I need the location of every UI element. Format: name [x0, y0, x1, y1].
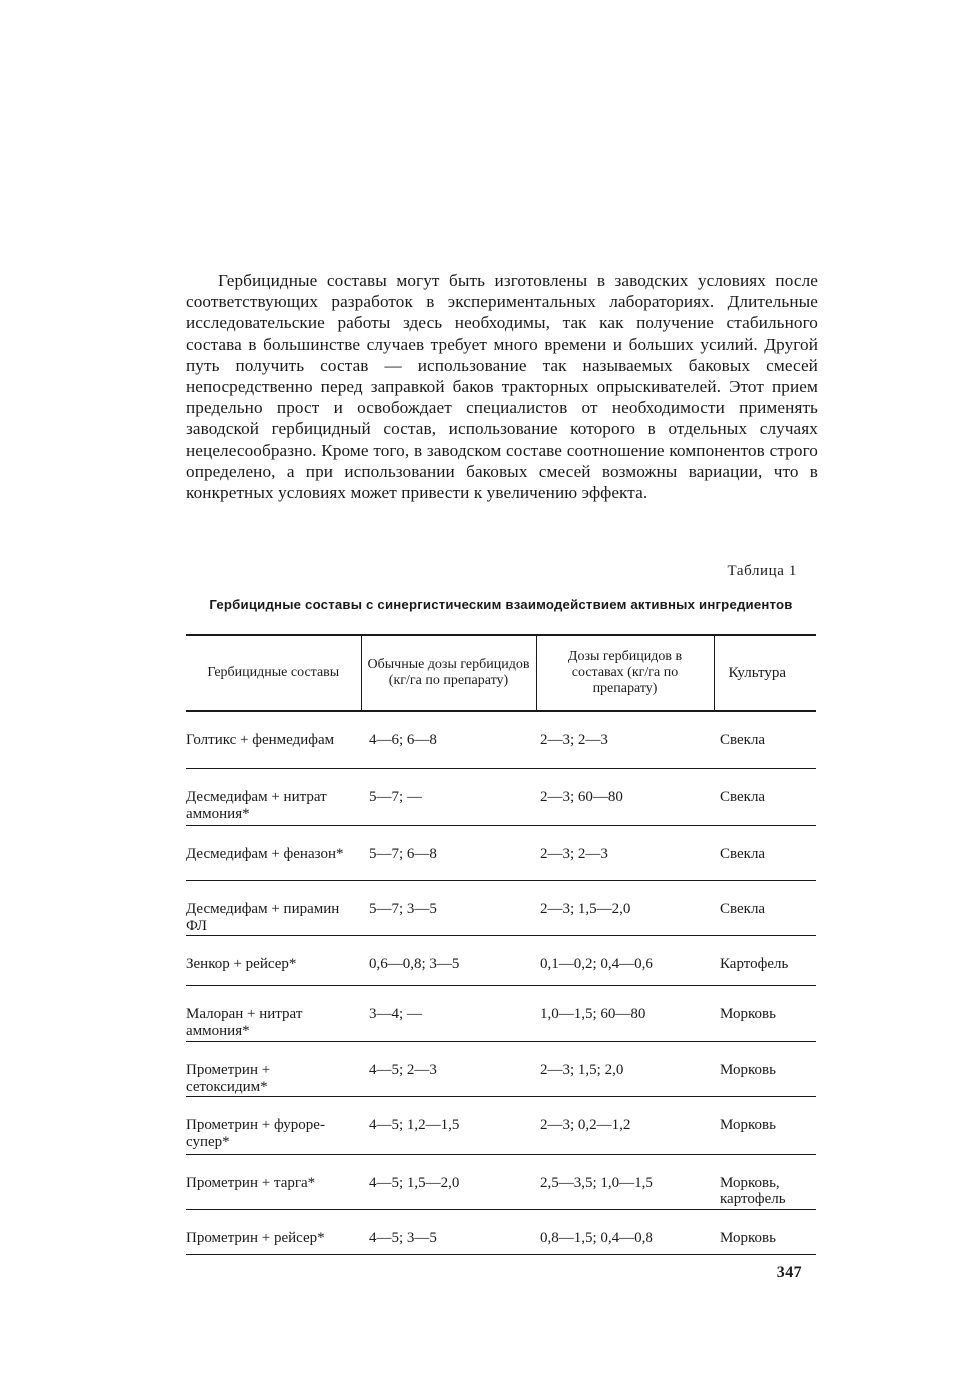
table-row — [186, 825, 816, 880]
table-row — [186, 711, 816, 768]
cell-composition: Десмедифам + пирамин ФЛ — [186, 880, 361, 935]
table-row — [186, 935, 816, 985]
cell-composition: Зенкор + рейсер* — [186, 935, 361, 985]
body-paragraph: Гербицидные составы могут быть изготовлены в заводских условиях после соответствующих разработок в экспериментальных лабораториях. Длительные исследовательские работы здесь необходимы, так как получение стабильного состава в большинстве случаев требует много времени и больших усилий. Другой путь получить состав — использование так называемых баковых смесей непосредственно перед заправкой баков тракторных опрыскивателей. Этот прием предельно прост и освобождает специалистов от необходимости применять заводской гербицидный состав, использование которого в отдельных случаях нецелесообразно. Кроме того, в заводском составе соотношение компонентов строго определено, а при использовании баковых смесей возможны вариации, что в конкретных условиях может привести к увеличению эффекта. — [186, 271, 818, 503]
cell-culture: Морковь — [714, 1209, 816, 1254]
cell-usual-doses: 0,6—0,8; 3—5 — [361, 935, 536, 985]
cell-doses-in-compositions: 0,8—1,5; 0,4—0,8 — [536, 1209, 714, 1254]
table-row — [186, 880, 816, 935]
cell-composition: Прометрин + рейсер* — [186, 1209, 361, 1254]
cell-usual-doses: 4—5; 1,2—1,5 — [361, 1096, 536, 1154]
cell-usual-doses: 5—7; 6—8 — [361, 825, 536, 880]
cell-culture: Свекла — [714, 825, 816, 880]
cell-composition: Малоран + нитрат аммония* — [186, 985, 361, 1041]
cell-composition: Прометрин + сетоксидим* — [186, 1041, 361, 1096]
table-number: Таблица 1 — [727, 563, 797, 579]
cell-culture: Морковь — [714, 1096, 816, 1154]
cell-usual-doses: 5—7; — — [361, 768, 536, 825]
cell-doses-in-compositions: 2—3; 60—80 — [536, 768, 714, 825]
cell-doses-in-compositions: 2—3; 2—3 — [536, 711, 714, 768]
table-caption: Гербицидные составы с синергистическим взаимодействием активных ингредиентов — [209, 597, 793, 612]
cell-culture: Картофель — [714, 935, 816, 985]
cell-doses-in-compositions: 2—3; 1,5; 2,0 — [536, 1041, 714, 1096]
cell-composition: Десмедифам + нитрат аммония* — [186, 768, 361, 825]
cell-doses-in-compositions: 1,0—1,5; 60—80 — [536, 985, 714, 1041]
page-number: 347 — [776, 1264, 802, 1281]
cell-usual-doses: 4—5; 2—3 — [361, 1041, 536, 1096]
cell-usual-doses: 3—4; — — [361, 985, 536, 1041]
cell-culture: Морковь, картофель — [714, 1154, 816, 1209]
cell-culture: Свекла — [714, 768, 816, 825]
cell-doses-in-compositions: 2—3; 1,5—2,0 — [536, 880, 714, 935]
cell-usual-doses: 4—5; 3—5 — [361, 1209, 536, 1254]
table-row — [186, 1041, 816, 1096]
cell-composition: Десмедифам + феназон* — [186, 825, 361, 880]
table-row — [186, 1154, 816, 1209]
table-header-row — [186, 635, 816, 711]
header-doses-in-compositions: Дозы гербицидов в составах (кг/га по препарату) — [536, 635, 714, 711]
header-composition: Гербицидные составы — [186, 635, 361, 711]
table-row — [186, 768, 816, 825]
table-row — [186, 985, 816, 1041]
cell-doses-in-compositions: 2—3; 2—3 — [536, 825, 714, 880]
cell-culture: Свекла — [714, 880, 816, 935]
herbicide-table — [186, 634, 816, 1255]
cell-usual-doses: 4—6; 6—8 — [361, 711, 536, 768]
cell-usual-doses: 5—7; 3—5 — [361, 880, 536, 935]
cell-doses-in-compositions: 0,1—0,2; 0,4—0,6 — [536, 935, 714, 985]
header-culture: Культура — [714, 635, 816, 711]
cell-culture: Морковь — [714, 1041, 816, 1096]
cell-doses-in-compositions: 2,5—3,5; 1,0—1,5 — [536, 1154, 714, 1209]
cell-doses-in-compositions: 2—3; 0,2—1,2 — [536, 1096, 714, 1154]
cell-usual-doses: 4—5; 1,5—2,0 — [361, 1154, 536, 1209]
cell-culture: Свекла — [714, 711, 816, 768]
header-usual-doses: Обычные дозы гербицидов (кг/га по препарату) — [361, 635, 536, 711]
cell-composition: Прометрин + фурорe-супер* — [186, 1096, 361, 1154]
table-row — [186, 1096, 816, 1154]
cell-culture: Морковь — [714, 985, 816, 1041]
cell-composition: Прометрин + тарга* — [186, 1154, 361, 1209]
table-row — [186, 1209, 816, 1254]
cell-composition: Голтикс + фенмедифам — [186, 711, 361, 768]
